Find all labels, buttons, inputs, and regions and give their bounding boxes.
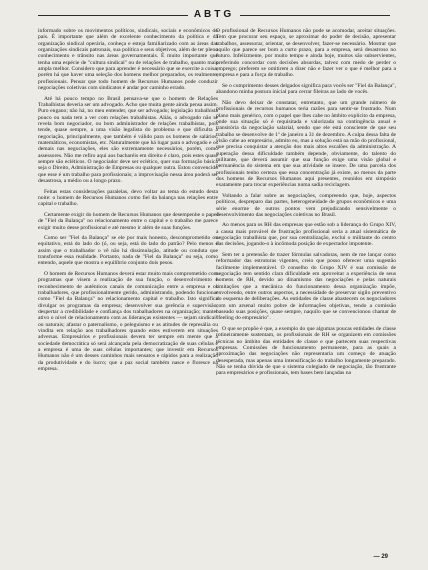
paragraph: Não devo deixar de constatar, entretanto, que um grande número de profissionais de recursos humanos teria razões para sentir-se frustrado. Num plano mais genérico, com o papel que lhes cabe no âmbito explícito da empresa, onde sua situação só é requisitada e valorizada na contingência anual e transitória da negociação salarial, sendo que ele está consciente de que seu trabalho se desenvolve de 1º de janeiro a 31 de dezembro. A culpa dessa falta de visão cabe ao empresário, admito eu, mas a solução está na mão do profissional, que precisa conquistar a atenção dos mais altos escalões da administração. A superação dessa dificuldade também depende, obviamente, do talento do militante, que deverá assumir que sua função exige uma visão global e permanência do sistema em que sua atividade se insere. De uma parcela dos profissionais tenho certeza que essa concentração já existe, ao menos da parte dos homens de Recursos Humanos aqui presentes, reunidos em simpósio exatamente para trocar experiências numa sadia reciclagem. <box>216 99 396 189</box>
right-column <box>216 28 396 381</box>
paragraph: Se o cumprimento desses delgados significa para vocês ser "Fiel da Balança", abandono minha postura inicial para cerrar fileiras ao lado de vocês. <box>216 82 396 96</box>
paragraph: Sem ter a pretensão de trazer fórmulas salvadoras, nem de me lançar como reformador das estruturas vigentes, creio que posso oferecer uma sugestão facilmente implementável. O conselho do Grupo XIV é sua comissão de negociação tem sentido clara dificuldade em aproveitar a experiência de seus homens de RH, devido ao dinamismo das negociações e pelas naturais limitações que a mecânica do funcionamento dessa organização impõe, envolvendo, entre outros aspectos, a necessidade de preservar sigilo preventivo do esquema de deliberações. As entidades de classe abastecem os negociadores com um arsenal muito pobre de informações objetivas, tendo a comissão baseado suas posições, quase sempre, naquilo que se convencionou chamar de "feeling do empresário". <box>216 251 396 322</box>
paragraph: Como ser "Fiel da Balança" se ele por mais honesto, descomprometido ou equitativo, está do lado do (ó, ou seja, está do lado do patrão? Pelo menos é assim que o trabalhador o vê não há dissimulação, atitude ou conduta que transforme essa realidade. Portanto, nada de "Fiel da Balança" ou seja, como entendo, aquele que mostra o equilíbrio conjunto dois pesos. <box>38 235 218 267</box>
paragraph: Ao menos para os RH das empresas que estão sob a liderança do Grupo XIV, a causa mais provável de frustração profissional seria a atual sistemática de negociação trabalhista que, por sua centralização, exclui o militante do centro das decisões, jogando-o à incômoda posição de expectador impotente. <box>216 222 396 248</box>
paragraph: Feitas estas considerações paralelas, devo voltar ao tema do estudo desta noite: o homem de Recursos Humanos como fiel da balança nas relações entre capital e trabalho. <box>38 188 218 208</box>
journal-header <box>0 4 428 22</box>
journal-title: ABTG <box>188 9 240 20</box>
paragraph: Até há pouco tempo no Brasil pensava-se que o homem de Relações Trabalhistas deveria ser um advogado. Acho que muita gente ainda pensa assim. Puro engano; não há, no meu entender, que ser advogado; legislação trabalhista pouco ou nada tem a ver com relações trabalhistas. Aliás, o advogado não se revela bom negociador, ou bom administrador de relações trabalhistas, pois tende, quase sempre, a uma visão legalista do problema e que dificulta a negociação, principalmente, que também é válido para os homens de salários, matemáticos, economistas, etc. Naturalmente que há lugar para o advogado e os demais nas negociações, eles são extremamente necessários, porém, como assessores. Não me refiro aqui aos bacharéis em direito é claro, pois estes quase sempre são ecléticos. O negociador deve ser eclético, quer sua formação básica seja o Direito, Administração de Empresas ou qualquer outra. Estou convencido que esse é um trabalho para profissionais; a improvisação nessa área poderá ser desastrosa, a médio ou a longo prazo. <box>38 95 218 185</box>
paragraph: O homem de Recursos Humanos deverá estar muito mais comprometido com programas que visem a realização de sua função, o desenvolvimento e reconhecimento de autênticos canais de comunicação entre a empresa e os trabalhadores, que profissionalmente gerido, administrando, podendo funcionar como "Fiel da Balança" no relacionamento capital e trabalho. Isto significa divulgar os programas da empresa; desenvolver sua gerência e supervisão; despertar a credibilidade e confiança dos trabalhadores na organização; manter ativo o nível de relacionamento com as lideranças existentes — sejam sindicais ou naturais; afastar o paternalismo, o peleguismo e as atitudes de represália ou vindita em relação aos trabalhadores quando estes estiverem em situações adversas. Empresários e profissionais devem ter sempre em mente que a sociedade democrática só será alcançada pela democratização de suas células e a empresa é uma de suas células importantes; que investir em Recursos Humanos não é um desses caminhos mais sensatos e rápidos para a realização da produtividade e do lucro; que a paz social também nasce e floresce na empresa. <box>38 270 218 373</box>
page-number: — 29 <box>373 554 388 560</box>
paragraph: O que se propõe é que, a exemplo do que algumas poucas entidades de classe rotineiramente sustentam, os profissionais de RH se organizem em comissões técnicas no âmbito das entidades de classe e que partecem suas respectivas empresas. Comissões de funcionamento permanente, para as quais a aproximação das negociações não representaria um começo de atuação desesperada, mas apenas uma intensificação do trabalho longamente preparado. Não se tenha dúvida de que o sistema colegiado de negociação, tão frustrante para empresários e profissionais, tem bases bem lançadas na <box>216 325 396 377</box>
paragraph: Voltando a falar sobre as negociações, compreendo que, hoje, aspectos políticos, despreparo das partes, heterogeneidade de grupos econômicos e uma série enorme de outros pontos vem prejudicando sensivelmente o desenvolvimento das negociações coletivas no Brasil. <box>216 192 396 218</box>
paragraph: informado sobre os movimentos políticos, sindicais, sociais e econômicos do país. É importante que além de excelente conhecimento da política e da organização sindical operária, conheça e esteja familiarizado com as áreas das organizações sindicais patronais, sua política e seus objetivos, além de ter pleno conhecimento e trânsito nas áreas governamentais. É muito importante que tenha uma espécie de "cultura sindical" ou de relações de trabalho, quanto mais ampla melhor. Considero que para aprender é necessário que se exercite a coisa, porém há que haver uma seleção dos homens melhor preparados, os realmente, profissionais. Pensar que todo homem de Recursos Humanos pode conduzir negociações coletivas com sindicatos é andar por caminho errado. <box>38 28 218 92</box>
left-column <box>38 28 218 377</box>
paragraph: Certamente exigir do homem de Recursos Humanos que desempenhe o papel de "Fiel da Balança" no relacionamento entre o capital e o trabalho me parece exigir muito desse profissional e até mesmo ir além de suas funções. <box>38 211 218 231</box>
paragraph: O profissional de Recursos Humanos não pode se acomodar, aceitar situações. Tem que procurar seu espaço, se aproximar do poder de decisão, apresentar trabalhos, assessorar, orientar, se desenvolver, fazer-se necessário. Mostrar que aquilo que parece ser bom a curto prazo, para a empresa, será desastroso no futuro. Infelizmente, por muito tempo e ainda hoje, muitos são subservientes, preferindo concordar com decisões absurdas, talvez com medo de perder o emprego; preferem se omitirem a dizer não e fazer ver o que é melhor para a empresa e para a força de trabalho. <box>216 28 396 79</box>
